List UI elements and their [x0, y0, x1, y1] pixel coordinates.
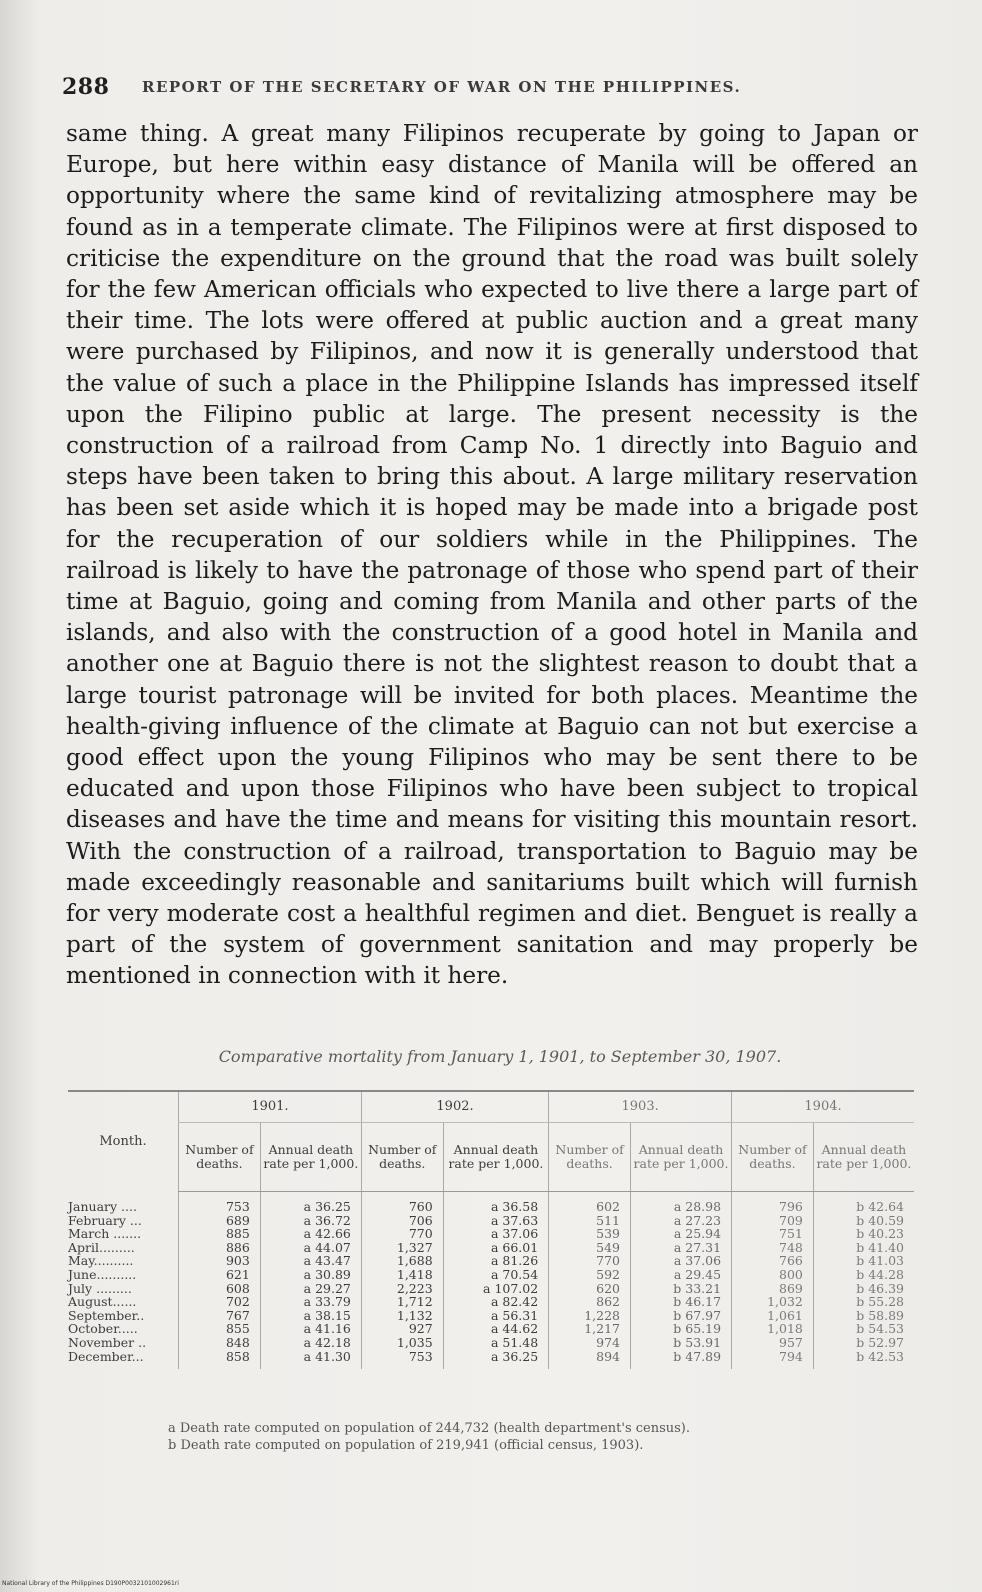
month-cell: October.....: [68, 1321, 138, 1337]
month-cell: July .........: [68, 1280, 132, 1296]
rate-cell: b 55.28: [813, 1295, 914, 1309]
rate-cell: b 46.17: [631, 1295, 732, 1309]
paragraph-text: same thing. A great many Filipinos recuperate by going to Japan or Europe, but here within easy distance of Manila will be offered an opportunity where the same kind of revitalizing atmosphere may be found as in a temperate climate. The Filipinos were at first disposed to criticise the expenditure on the ground that the road was built solely for the few American officials who expected to live there a large part of their time. The lots were offered at public auction and a great many were purchased by Filipinos, and now it is generally understood that the value of such a place in the Philippine Islands has impressed itself upon the Filipino public at large. The present necessity is the construction of a railroad from Camp No. 1 directly into Baguio and steps have been taken to bring this about. A large military reservation has been set aside which it is hoped may be made into a brigade post for the recuperation of our soldiers while in the Philippines. The railroad is likely to have the patronage of those who spend part of their time at Baguio, going and coming from Manila and other parts of the islands, and also with the construction of a good hotel in Manila and another one at Baguio there is not the slightest reason to doubt that a large tourist patronage will be invited for both places. Meantime the health-giving influence of the climate at Baguio can not but exercise a good effect upon the young Filipinos who may be sent there to be educated and upon those Filipinos who have been subject to tropical diseases and have the time and means for visiting this mountain resort. With the construction of a railroad, transportation to Baguio may be made exceedingly reasonable and sanitariums built which will furnish for very moderate cost a healthful regimen and diet. Benguet is really a part of the system of government sanitation and may properly be mentioned in connection with it here.: [66, 120, 918, 990]
rate-cell: a 82.42: [443, 1295, 549, 1309]
footnote-b: b Death rate computed on population of 219,941 (official census, 1903).: [168, 1438, 644, 1453]
rate-cell: b 41.03: [813, 1254, 914, 1268]
rate-cell: a 27.31: [631, 1241, 732, 1255]
rate-cell: b 44.28: [813, 1268, 914, 1282]
footnotes: [168, 1420, 868, 1454]
rate-cell: b 42.64: [813, 1192, 914, 1214]
deaths-cell: 689: [179, 1214, 261, 1228]
deaths-cell: 903: [179, 1254, 261, 1268]
table-caption: Comparative mortality from January 1, 1901, to September 30, 1907.: [218, 1047, 782, 1066]
rate-cell: a 38.15: [260, 1309, 361, 1323]
rate-cell: a 51.48: [443, 1336, 549, 1350]
deaths-cell: 511: [549, 1214, 631, 1228]
table-row: [68, 1282, 914, 1296]
library-imprint: National Library of the Philippines D190P0032101002961ri: [2, 1580, 179, 1587]
rate-cell: b 52.97: [813, 1336, 914, 1350]
rate-cell: a 29.27: [260, 1282, 361, 1296]
table-row: [68, 1309, 914, 1323]
deaths-cell: 592: [549, 1268, 631, 1282]
rate-cell: a 27.23: [631, 1214, 732, 1228]
deaths-cell: 748: [732, 1241, 814, 1255]
deaths-cell: 706: [361, 1214, 443, 1228]
deaths-cell: 886: [179, 1241, 261, 1255]
deaths-cell: 855: [179, 1322, 261, 1336]
deaths-cell: 766: [732, 1254, 814, 1268]
rate-cell: b 46.39: [813, 1282, 914, 1296]
year-header-1903: 1903.: [549, 1091, 732, 1123]
rate-cell: a 25.94: [631, 1227, 732, 1241]
rate-cell: a 44.07: [260, 1241, 361, 1255]
table-row: [68, 1241, 914, 1255]
rate-cell: a 66.01: [443, 1241, 549, 1255]
mortality-table: [68, 1090, 914, 1369]
table-row: [68, 1295, 914, 1309]
table-row: [68, 1268, 914, 1282]
body-paragraph: [66, 118, 918, 992]
deaths-cell: 1,132: [361, 1309, 443, 1323]
rate-cell: b 67.97: [631, 1309, 732, 1323]
deaths-cell: 1,018: [732, 1322, 814, 1336]
deaths-column-header: Number of deaths.: [732, 1123, 814, 1192]
month-cell: June..........: [68, 1266, 137, 1282]
deaths-cell: 770: [549, 1254, 631, 1268]
rate-cell: a 43.47: [260, 1254, 361, 1268]
rate-column-header: Annual death rate per 1,000.: [813, 1123, 914, 1192]
month-cell: March .......: [68, 1226, 142, 1242]
rate-cell: b 53.91: [631, 1336, 732, 1350]
rate-cell: a 81.26: [443, 1254, 549, 1268]
deaths-cell: 862: [549, 1295, 631, 1309]
deaths-cell: 1,688: [361, 1254, 443, 1268]
month-cell: August......: [68, 1294, 137, 1310]
month-cell: May..........: [68, 1253, 134, 1269]
month-cell: September..: [68, 1307, 145, 1323]
deaths-cell: 1,712: [361, 1295, 443, 1309]
deaths-cell: 858: [179, 1350, 261, 1370]
rate-cell: b 42.53: [813, 1350, 914, 1370]
deaths-cell: 869: [732, 1282, 814, 1296]
deaths-cell: 2,223: [361, 1282, 443, 1296]
rate-cell: a 36.58: [443, 1192, 549, 1214]
rate-column-header: Annual death rate per 1,000.: [443, 1123, 549, 1192]
deaths-cell: 751: [732, 1227, 814, 1241]
table-body: [68, 1192, 914, 1370]
deaths-cell: 1,228: [549, 1309, 631, 1323]
rate-cell: a 37.63: [443, 1214, 549, 1228]
rate-cell: a 42.66: [260, 1227, 361, 1241]
rate-cell: b 40.23: [813, 1227, 914, 1241]
running-title: REPORT OF THE SECRETARY OF WAR ON THE PHILIPPINES.: [142, 78, 742, 96]
rate-cell: a 29.45: [631, 1268, 732, 1282]
rate-cell: a 37.06: [631, 1254, 732, 1268]
deaths-cell: 894: [549, 1350, 631, 1370]
rate-cell: b 41.40: [813, 1241, 914, 1255]
rate-cell: b 58.89: [813, 1309, 914, 1323]
deaths-cell: 1,061: [732, 1309, 814, 1323]
deaths-cell: 608: [179, 1282, 261, 1296]
deaths-cell: 957: [732, 1336, 814, 1350]
month-cell: November ..: [68, 1334, 147, 1350]
rate-column-header: Annual death rate per 1,000.: [631, 1123, 732, 1192]
rate-cell: a 42.18: [260, 1336, 361, 1350]
deaths-cell: 1,032: [732, 1295, 814, 1309]
deaths-cell: 974: [549, 1336, 631, 1350]
table-row: [68, 1254, 914, 1268]
table-row: [68, 1322, 914, 1336]
rate-cell: b 33.21: [631, 1282, 732, 1296]
deaths-cell: 539: [549, 1227, 631, 1241]
deaths-cell: 709: [732, 1214, 814, 1228]
deaths-column-header: Number of deaths.: [361, 1123, 443, 1192]
rate-cell: b 47.89: [631, 1350, 732, 1370]
rate-cell: a 33.79: [260, 1295, 361, 1309]
rate-cell: a 30.89: [260, 1268, 361, 1282]
table-row: [68, 1214, 914, 1228]
deaths-cell: 767: [179, 1309, 261, 1323]
table-row: [68, 1336, 914, 1350]
rate-cell: a 107.02: [443, 1282, 549, 1296]
deaths-cell: 885: [179, 1227, 261, 1241]
rate-cell: a 28.98: [631, 1192, 732, 1214]
deaths-cell: 800: [732, 1268, 814, 1282]
deaths-cell: 927: [361, 1322, 443, 1336]
month-cell: April.........: [68, 1239, 135, 1255]
month-cell: February ...: [68, 1212, 142, 1228]
deaths-cell: 620: [549, 1282, 631, 1296]
deaths-cell: 794: [732, 1350, 814, 1370]
deaths-cell: 753: [361, 1350, 443, 1370]
month-cell: January ....: [68, 1198, 137, 1214]
year-header-1901: 1901.: [179, 1091, 362, 1123]
table-row: [68, 1227, 914, 1241]
deaths-cell: 602: [549, 1192, 631, 1214]
rate-cell: b 65.19: [631, 1322, 732, 1336]
page-header: [62, 74, 922, 104]
deaths-cell: 1,217: [549, 1322, 631, 1336]
rate-cell: a 37.06: [443, 1227, 549, 1241]
table-row: [68, 1350, 914, 1370]
deaths-cell: 753: [179, 1192, 261, 1214]
deaths-cell: 770: [361, 1227, 443, 1241]
rate-cell: a 36.25: [443, 1350, 549, 1370]
month-cell: December...: [68, 1348, 144, 1364]
deaths-column-header: Number of deaths.: [179, 1123, 261, 1192]
year-header-1902: 1902.: [361, 1091, 548, 1123]
month-column-header: Month.: [68, 1091, 179, 1192]
footnote-a: a Death rate computed on population of 244,732 (health department's census).: [168, 1421, 691, 1436]
deaths-cell: 549: [549, 1241, 631, 1255]
deaths-cell: 760: [361, 1192, 443, 1214]
rate-cell: a 41.30: [260, 1350, 361, 1370]
deaths-column-header: Number of deaths.: [549, 1123, 631, 1192]
deaths-cell: 796: [732, 1192, 814, 1214]
page-number: 288: [62, 74, 110, 100]
deaths-cell: 621: [179, 1268, 261, 1282]
rate-cell: a 56.31: [443, 1309, 549, 1323]
rate-cell: a 36.25: [260, 1192, 361, 1214]
rate-column-header: Annual death rate per 1,000.: [260, 1123, 361, 1192]
rate-cell: b 54.53: [813, 1322, 914, 1336]
rate-cell: b 40.59: [813, 1214, 914, 1228]
rate-cell: a 36.72: [260, 1214, 361, 1228]
deaths-cell: 1,035: [361, 1336, 443, 1350]
year-header-1904: 1904.: [732, 1091, 914, 1123]
deaths-cell: 848: [179, 1336, 261, 1350]
deaths-cell: 1,418: [361, 1268, 443, 1282]
deaths-cell: 1,327: [361, 1241, 443, 1255]
rate-cell: a 41.16: [260, 1322, 361, 1336]
deaths-cell: 702: [179, 1295, 261, 1309]
rate-cell: a 44.62: [443, 1322, 549, 1336]
rate-cell: a 70.54: [443, 1268, 549, 1282]
table-row: [68, 1192, 914, 1214]
